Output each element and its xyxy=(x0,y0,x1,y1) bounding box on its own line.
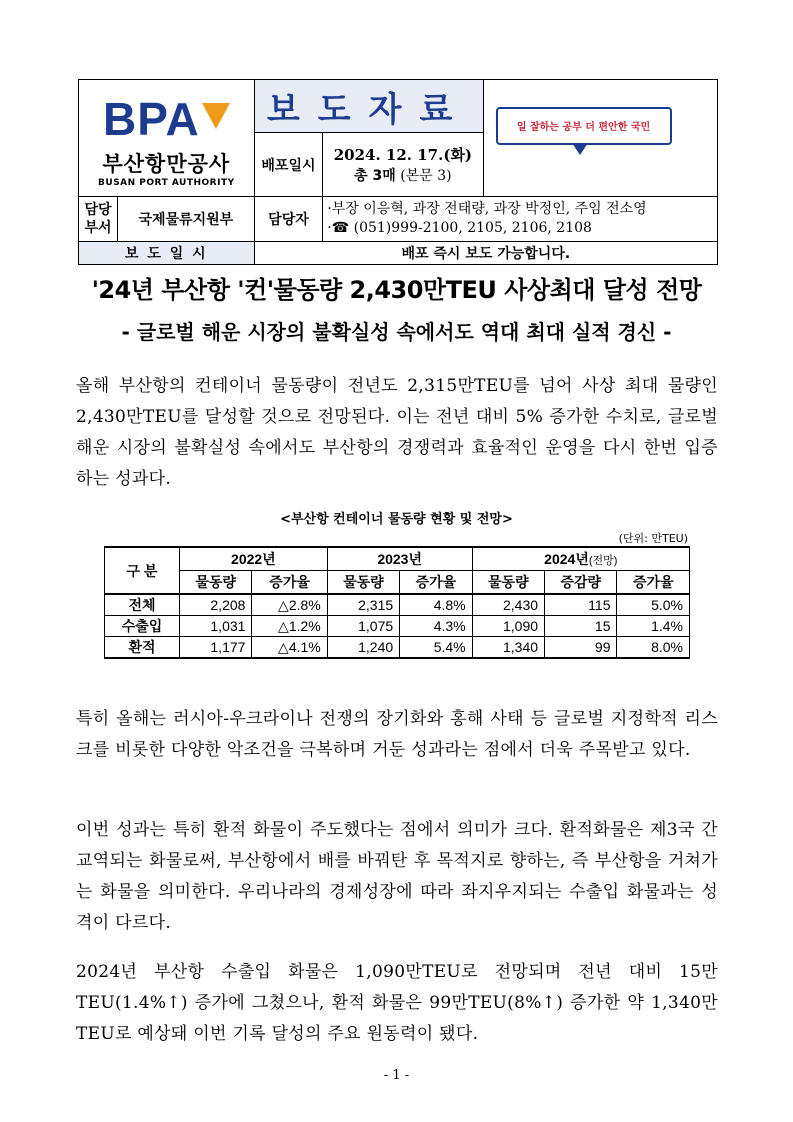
contact-phone: ·☎ (051)999-2100, 2105, 2106, 2108 xyxy=(327,220,592,236)
cell: △4.1% xyxy=(252,637,327,659)
cell: 1,340 xyxy=(472,637,544,659)
cell: △1.2% xyxy=(252,616,327,637)
table-row xyxy=(105,594,690,616)
row-label: 전체 xyxy=(105,594,180,616)
col-volume: 물동량 xyxy=(327,571,399,595)
dist-date: 2024. 12. 17.(화) xyxy=(333,146,473,164)
col-2022: 2022년 xyxy=(180,547,328,571)
cell: 1,031 xyxy=(180,616,252,637)
col-rate: 증가율 xyxy=(252,571,327,595)
col-2023: 2023년 xyxy=(327,547,472,571)
cell: 2,430 xyxy=(472,594,544,616)
cell: 8.0% xyxy=(617,637,690,659)
org-name-en: BUSAN PORT AUTHORITY xyxy=(98,178,235,188)
release-value: 배포 즉시 보도 가능합니다. xyxy=(254,242,717,265)
subheadline: - 글로벌 해운 시장의 불확실성 속에서도 역대 최대 실적 경신 - xyxy=(121,320,672,344)
release-label: 보 도 일 시 xyxy=(79,242,255,265)
table-row xyxy=(105,637,690,659)
col-volume: 물동량 xyxy=(472,571,544,595)
cell: 2,208 xyxy=(180,594,252,616)
cell: 1.4% xyxy=(617,616,690,637)
cell: 4.3% xyxy=(400,616,472,637)
slogan-cell xyxy=(483,122,717,197)
page-count: 총 3매 xyxy=(354,168,396,184)
paragraph-2: 특히 올해는 러시아-우크라이나 전쟁의 장기화와 홍해 사태 등 글로벌 지정학적 리스크를 비롯한 다양한 악조건을 극복하며 거둔 성과라는 점에서 더욱 주목받고 있다. xyxy=(76,709,718,760)
paragraph-3: 이번 성과는 특히 환적 화물이 주도했다는 점에서 의미가 크다. 환적화물은 제3국 간 교역되는 화물로써, 부산항에서 배를 바꿔탄 후 목적지로 향하는, 즉 부산항을 거쳐가는 화물을 의미한다. 우리나라의 경제성장에 따라 좌지우지되는 수출입 화물과는 성격이 다르다. xyxy=(76,820,718,933)
paragraph-4: 2024년 부산항 수출입 화물은 1,090만TEU로 전망되며 전년 대비 15만TEU(1.4%↑) 증가에 그쳤으나, 환적 화물은 99만TEU(8%↑) 증가한 약 1,340만TEU로 예상돼 이번 기록 달성의 주요 원동력이 됐다. xyxy=(76,962,718,1044)
table-corner: 구 분 xyxy=(105,547,180,594)
cell: 5.4% xyxy=(400,637,472,659)
cell: 1,240 xyxy=(327,637,399,659)
cell: 99 xyxy=(545,637,617,659)
table-title: <부산항 컨테이너 물동량 현황 및 전망> xyxy=(280,512,513,527)
dist-date-block xyxy=(323,133,483,197)
slogan-badge: 일 잘하는 공부 더 편안한 국민 xyxy=(496,107,672,145)
col-rate: 증가율 xyxy=(400,571,472,595)
logo-block xyxy=(79,80,255,197)
row-label: 수출입 xyxy=(105,616,180,637)
speech-tail-icon xyxy=(572,143,588,155)
headline: '24년 부산항 '컨'물동량 2,430만TEU 사상최대 달성 전망 xyxy=(91,276,702,304)
cell: 1,090 xyxy=(472,616,544,637)
col-change: 증감량 xyxy=(545,571,617,595)
contact-block xyxy=(323,197,718,242)
table-unit: (단위: 만TEU) xyxy=(618,532,688,545)
table-row xyxy=(105,616,690,637)
page-count-note: (본문 3) xyxy=(395,168,452,184)
volume-table xyxy=(104,546,690,659)
dept-label: 담당부서 xyxy=(79,197,118,241)
cell: 5.0% xyxy=(617,594,690,616)
dept-name: 국제물류지원부 xyxy=(138,212,234,228)
col-volume: 물동량 xyxy=(180,571,252,595)
cell: △2.8% xyxy=(252,594,327,616)
col-2024: 2024년(전망) xyxy=(472,547,689,571)
contact-label: 담당자 xyxy=(254,197,323,242)
cell: 1,075 xyxy=(327,616,399,637)
cell: 115 xyxy=(545,594,617,616)
paragraph-1: 올해 부산항의 컨테이너 물동량이 전년도 2,315만TEU를 넘어 사상 최대 물량인 2,430만TEU를 달성할 것으로 전망된다. 이는 전년 대비 5% 증가한 수치로, 글로벌 해운 시장의 불확실성 속에서도 부산항의 경쟁력과 효율적인 운영을 다시 한번 입증하는 성과다. xyxy=(76,376,718,489)
document-title: 보도자료 xyxy=(254,80,483,133)
contact-people: ·부장 이응혁, 과장 전태량, 과장 박정인, 주임 전소영 xyxy=(327,201,647,217)
logo-triangle-icon xyxy=(202,103,230,129)
cell: 1,177 xyxy=(180,637,252,659)
cell: 4.8% xyxy=(400,594,472,616)
cell: 15 xyxy=(545,616,617,637)
dist-date-label: 배포일시 xyxy=(254,133,323,197)
org-name-kr: 부산항만공사 xyxy=(102,152,231,176)
bpa-logo: BPA xyxy=(102,93,200,145)
dept-row-left xyxy=(79,197,255,242)
col-rate: 증가율 xyxy=(617,571,690,595)
row-label: 환적 xyxy=(105,637,180,659)
page-number: - 1 - xyxy=(383,1068,410,1083)
cell: 2,315 xyxy=(327,594,399,616)
press-header xyxy=(78,79,718,265)
